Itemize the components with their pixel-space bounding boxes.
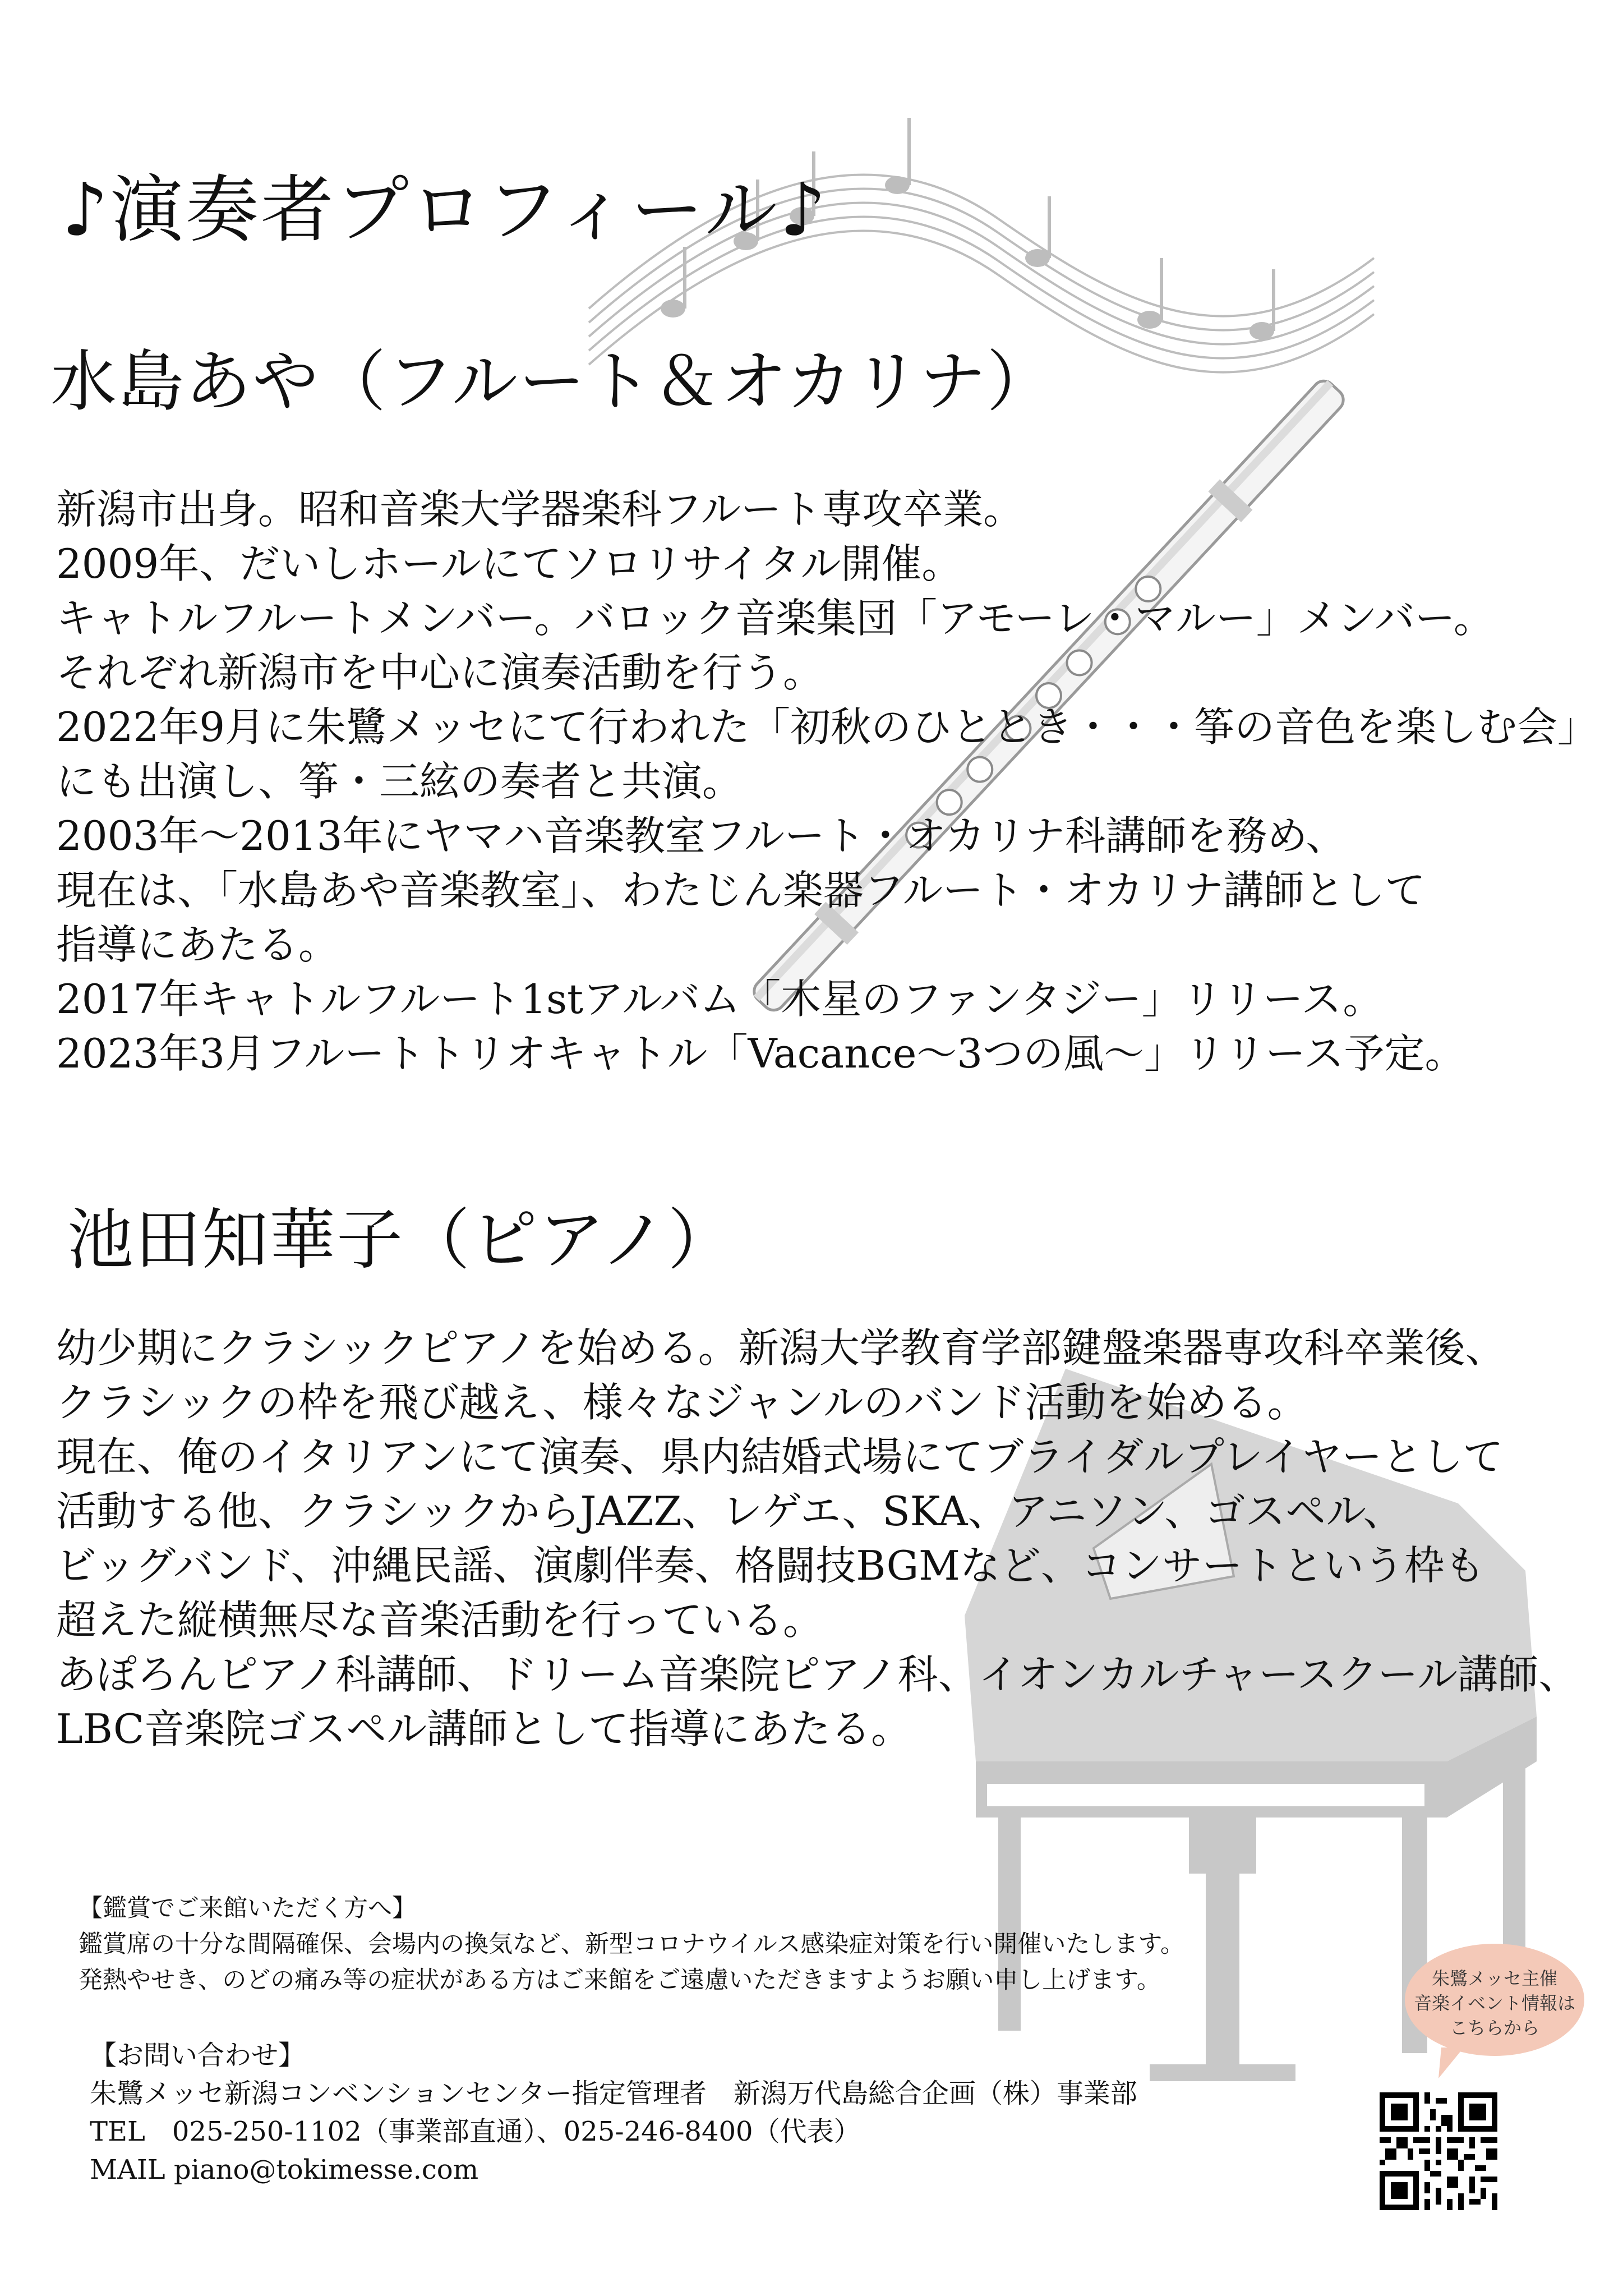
qr-code-icon[interactable] — [1380, 2092, 1497, 2210]
bio-line: ビッグバンド、沖縄民謡、演劇伴奏、格闘技BGMなど、コンサートという枠も — [56, 1542, 1485, 1589]
bio-line: クラシックの枠を飛び越え、様々なジャンルのバンド活動を始める。 — [56, 1379, 1308, 1426]
performer2-name: 池田知華子（ピアノ） — [67, 1201, 735, 1278]
page-title: ♪演奏者プロフィール♪ — [62, 167, 828, 252]
contact-tel: TEL 025-250-1102（事業部直通）、025-246-8400（代表） — [90, 2116, 861, 2147]
contact-organization: 朱鷺メッセ新潟コンベンションセンター指定管理者 新潟万代島総合企画（株）事業部 — [90, 2078, 1137, 2109]
contact-heading: 【お問い合わせ】 — [90, 2040, 306, 2071]
bio-line: 現在は、「水島あや音楽教室」、わたじん楽器フルート・オカリナ講師として — [56, 867, 1426, 914]
bio-line: あぽろんピアノ科講師、ドリーム音楽院ピアノ科、イオンカルチャースクール講師、 — [56, 1651, 1579, 1698]
bio-line: にも出演し、筝・三絃の奏者と共演。 — [56, 758, 743, 805]
bio-line: 指導にあたる。 — [56, 921, 339, 968]
performer1-name: 水島あや（フルート＆オカリナ） — [50, 343, 1054, 420]
bio-line: 2009年、だいしホールにてソロリサイタル開催。 — [56, 540, 962, 587]
bio-line: 新潟市出身。昭和音楽大学器楽科フルート専攻卒業。 — [56, 486, 1024, 533]
badge-line: こちらから — [1449, 2017, 1539, 2039]
performer1-bio — [56, 482, 1598, 1081]
badge-line: 音楽イベント情報は — [1413, 1993, 1575, 2014]
event-info-badge — [1405, 1944, 1584, 2056]
performer2-bio — [56, 1321, 1579, 1756]
badge-tail-icon — [1436, 2047, 1469, 2081]
notice-section — [79, 1890, 1184, 1998]
notice-line: 鑑賞席の十分な間隔確保、会場内の換気など、新型コロナウイルス感染症対策を行い開催いたします。 — [79, 1930, 1184, 1958]
notice-heading: 【鑑賞でご来館いただく方へ】 — [79, 1894, 416, 1922]
contact-mail[interactable]: MAIL piano@tokimesse.com — [90, 2154, 479, 2185]
bio-line: それぞれ新潟市を中心に演奏活動を行う。 — [56, 649, 824, 696]
bio-line: キャトルフルートメンバー。バロック音楽集団「アモーレ・マルー」メンバー。 — [56, 595, 1494, 642]
bio-line: 2017年キャトルフルート1stアルバム「木星のファンタジー」リリース。 — [56, 976, 1384, 1023]
bio-line: 2023年3月フルートトリオキャトル「Vacance～3つの風～」リリース予定。 — [56, 1030, 1465, 1077]
bio-line: 活動する他、クラシックからJAZZ、レゲエ、SKA、アニソン、ゴスペル、 — [56, 1488, 1404, 1535]
bio-line: 2022年9月に朱鷺メッセにて行われた「初秋のひととき・・・筝の音色を楽しむ会」 — [56, 703, 1598, 751]
bio-line: 幼少期にクラシックピアノを始める。新潟大学教育学部鍵盤楽器専攻科卒業後、 — [56, 1324, 1506, 1372]
badge-line: 朱鷺メッセ主催 — [1431, 1968, 1557, 1989]
bio-line: LBC音楽院ゴスペル講師として指導にあたる。 — [56, 1705, 912, 1752]
contact-section — [90, 2036, 1137, 2189]
notice-line: 発熱やせき、のどの痛み等の症状がある方はご来館をご遠慮いただきますようお願い申し上げます。 — [79, 1966, 1161, 1994]
bio-line: 2003年～2013年にヤマハ音楽教室フルート・オカリナ科講師を務め、 — [56, 812, 1347, 859]
bio-line: 超えた縦横無尽な音楽活動を行っている。 — [56, 1596, 824, 1644]
bio-line: 現在、俺のイタリアンにて演奏、県内結婚式場にてブライダルプレイヤーとして — [56, 1433, 1504, 1480]
